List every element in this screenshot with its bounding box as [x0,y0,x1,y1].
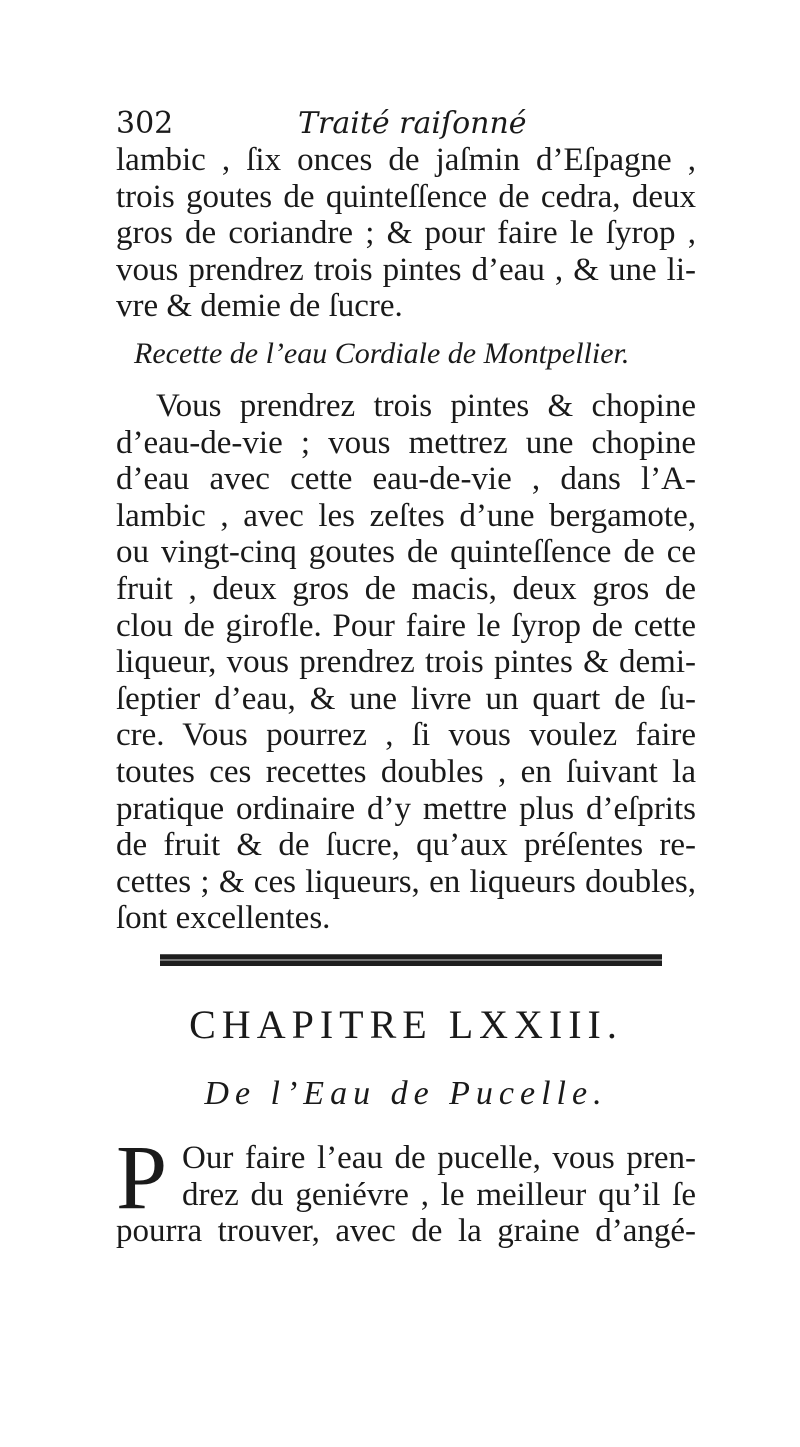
chapter-title: CHAPITRE LXXIII. [189,1002,623,1047]
text-line: vous prendrez trois pintes d’eau , & une li- [116,251,696,288]
text-line: lambic , ſix onces de jaſmin d’Eſpagne , [116,142,696,178]
text-line: ou vingt-cinq goutes de quinteſſence de ce [116,534,696,571]
text-line: fruit , deux gros de macis, deux gros de [116,570,696,607]
text-line: d’eau avec cette eau-de-vie , dans l’A- [116,461,696,498]
chapter-opening-paragraph [116,1140,696,1250]
text-line: drez du geniévre , le meilleur qu’il ſe [182,1176,696,1213]
recipe-heading: Recette de l’eau Cordiale de Montpellier. [134,337,630,370]
text-line: pourra trouver, avec de la graine d’angé- [116,1213,696,1250]
page-header [116,104,696,144]
text-line: toutes ces recettes doubles , en ſuivant la [116,753,696,790]
page-number: 302 [116,106,174,141]
text-line: vre & demie de ſucre. [116,288,403,325]
text-line: ſeptier d’eau, & une livre un quart de ſu- [116,680,696,717]
text-line: de fruit & de ſucre, qu’aux préſentes re- [116,827,696,864]
drop-cap: P [116,1126,168,1228]
text-line: Our faire l’eau de pucelle, vous pren- [182,1140,696,1176]
running-title: Traité raiſonné [298,106,527,141]
recipe-paragraph [116,388,696,937]
text-line: d’eau-de-vie ; vous mettrez une chopine [116,424,696,461]
text-line: Vous prendrez trois pintes & chopine [156,388,696,424]
text-line: clou de girofle. Pour faire le ſyrop de cette [116,607,696,644]
text-line: trois goutes de quinteſſence de cedra, deux [116,178,696,215]
text-line: ſont excellentes. [116,900,331,937]
ornamental-rule [160,954,662,966]
text-line: pratique ordinaire d’y mettre plus d’eſprits [116,790,696,827]
text-line: cre. Vous pourrez , ſi vous voulez faire [116,717,696,754]
text-line: lambic , avec les zeſtes d’une bergamote, [116,497,696,534]
text-line: liqueur, vous prendrez trois pintes & demi- [116,644,696,681]
chapter-subtitle: De l’Eau de Pucelle. [204,1075,608,1112]
text-line: cettes ; & ces liqueurs, en liqueurs doubles, [116,863,696,900]
text-line: gros de coriandre ; & pour faire le ſyrop , [116,215,696,252]
paragraph-continued [116,142,696,325]
